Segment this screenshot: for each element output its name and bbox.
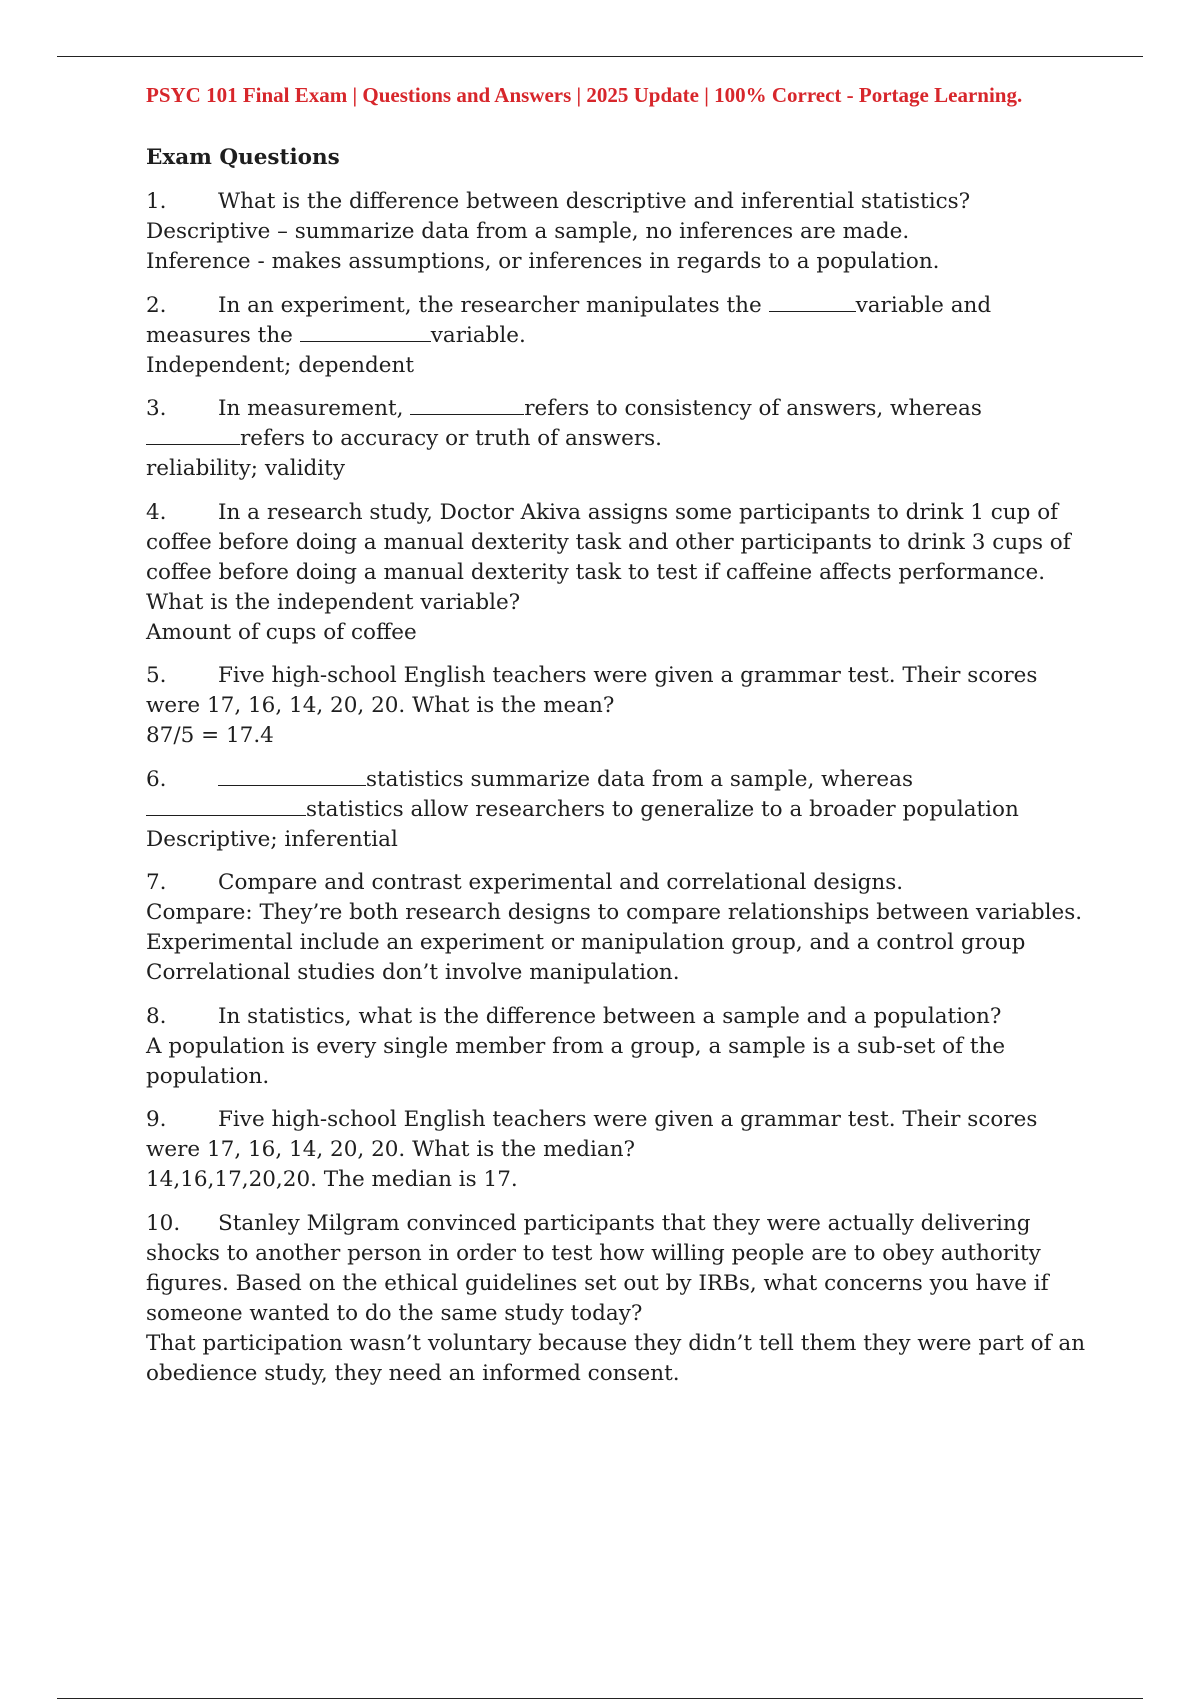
question-text: 4. In a research study, Doctor Akiva assigns some participants to drink 1 cup of coffee before doing a manual dexterity task and other participants to drink 3 cups of coffee before doing a manual dexterity task to test if caffeine affects performance. What is the independent variable? bbox=[146, 499, 1071, 615]
question-number: 7. bbox=[146, 870, 167, 895]
answer-line: Experimental include an experiment or manipulation group, and a control group bbox=[146, 930, 1026, 955]
answer-blank bbox=[218, 767, 366, 786]
question-number: 4. bbox=[146, 499, 167, 525]
answer-line: Descriptive; inferential bbox=[146, 826, 398, 852]
answer-blank bbox=[146, 426, 240, 445]
question-number: 1. bbox=[146, 189, 167, 214]
answer-line: 87/5 = 17.4 bbox=[146, 723, 274, 748]
question-number: 3. bbox=[146, 396, 167, 421]
answer-line: Inference - makes assumptions, or inferences in regards to a population. bbox=[146, 249, 940, 274]
question-2 bbox=[146, 291, 1096, 381]
question-text: 5. Five high-school English teachers were given a grammar test. Their scores were 17, 16, 14, 20, 20. What is the mean? bbox=[146, 663, 1038, 718]
answer-line: That participation wasn’t voluntary because they didn’t tell them they were part of an obedience study, they need an informed consent. bbox=[146, 1330, 1086, 1386]
page-content bbox=[146, 80, 1096, 1402]
answer-line: Independent; dependent bbox=[146, 352, 415, 378]
question-1 bbox=[146, 187, 1096, 277]
question-text: 10. Stanley Milgram convinced participants that they were actually delivering shocks to another person in order to test how willing people are to obey authority figures. Based on the ethical guidelines set out by IRBs, what concerns you have if someone wanted to do the same study today? bbox=[146, 1210, 1049, 1326]
answer-blank bbox=[769, 293, 856, 312]
question-number: 2. bbox=[146, 292, 167, 318]
answer-line: A population is every single member from a group, a sample is a sub-set of the population. bbox=[146, 1033, 1006, 1089]
answer-blank bbox=[146, 797, 306, 816]
question-10 bbox=[146, 1209, 1096, 1389]
question-6 bbox=[146, 765, 1096, 855]
question-4 bbox=[146, 498, 1096, 648]
question-list bbox=[146, 187, 1096, 1389]
question-number: 5. bbox=[146, 663, 167, 688]
question-number: 6. bbox=[146, 766, 167, 792]
question-7 bbox=[146, 868, 1096, 988]
question-text: 1. What is the difference between descriptive and inferential statistics? bbox=[146, 187, 1096, 217]
answer-blank bbox=[410, 396, 524, 415]
bottom-rule bbox=[57, 1698, 1143, 1699]
question-text: 9. Five high-school English teachers were given a grammar test. Their scores were 17, 16, 14, 20, 20. What is the median? bbox=[146, 1107, 1038, 1162]
question-text: 7. Compare and contrast experimental and correlational designs. bbox=[146, 868, 1096, 898]
question-text: 6. statistics summarize data from a sample, whereas statistics allow researchers to generalize to a broader population bbox=[146, 766, 1019, 822]
answer-line: Descriptive – summarize data from a sample, no inferences are made. bbox=[146, 219, 910, 244]
answer-line: 14,16,17,20,20. The median is 17. bbox=[146, 1167, 518, 1192]
question-text: 2. In an experiment, the researcher manipulates the variable and measures the variable. bbox=[146, 292, 992, 348]
question-text: 8. In statistics, what is the difference between a sample and a population? bbox=[146, 1002, 1096, 1032]
question-text: 3. In measurement, refers to consistency of answers, whereas refers to accuracy or truth of answers. bbox=[146, 396, 982, 451]
question-5 bbox=[146, 661, 1096, 751]
question-9 bbox=[146, 1105, 1096, 1195]
document-title: PSYC 101 Final Exam | Questions and Answers | 2025 Update | 100% Correct - Portage Learning. bbox=[146, 83, 1023, 107]
answer-blank bbox=[300, 323, 431, 342]
question-3 bbox=[146, 394, 1096, 484]
question-number: 10. bbox=[146, 1210, 181, 1236]
question-8 bbox=[146, 1002, 1096, 1092]
answer-line: Amount of cups of coffee bbox=[146, 619, 417, 645]
answer-line: reliability; validity bbox=[146, 456, 345, 481]
answer-line: Correlational studies don’t involve manipulation. bbox=[146, 960, 680, 985]
section-heading: Exam Questions bbox=[146, 145, 340, 170]
top-rule bbox=[57, 56, 1143, 57]
question-number: 9. bbox=[146, 1107, 167, 1132]
question-number: 8. bbox=[146, 1003, 167, 1029]
answer-line: Compare: They’re both research designs to compare relationships between variables. bbox=[146, 900, 1083, 925]
